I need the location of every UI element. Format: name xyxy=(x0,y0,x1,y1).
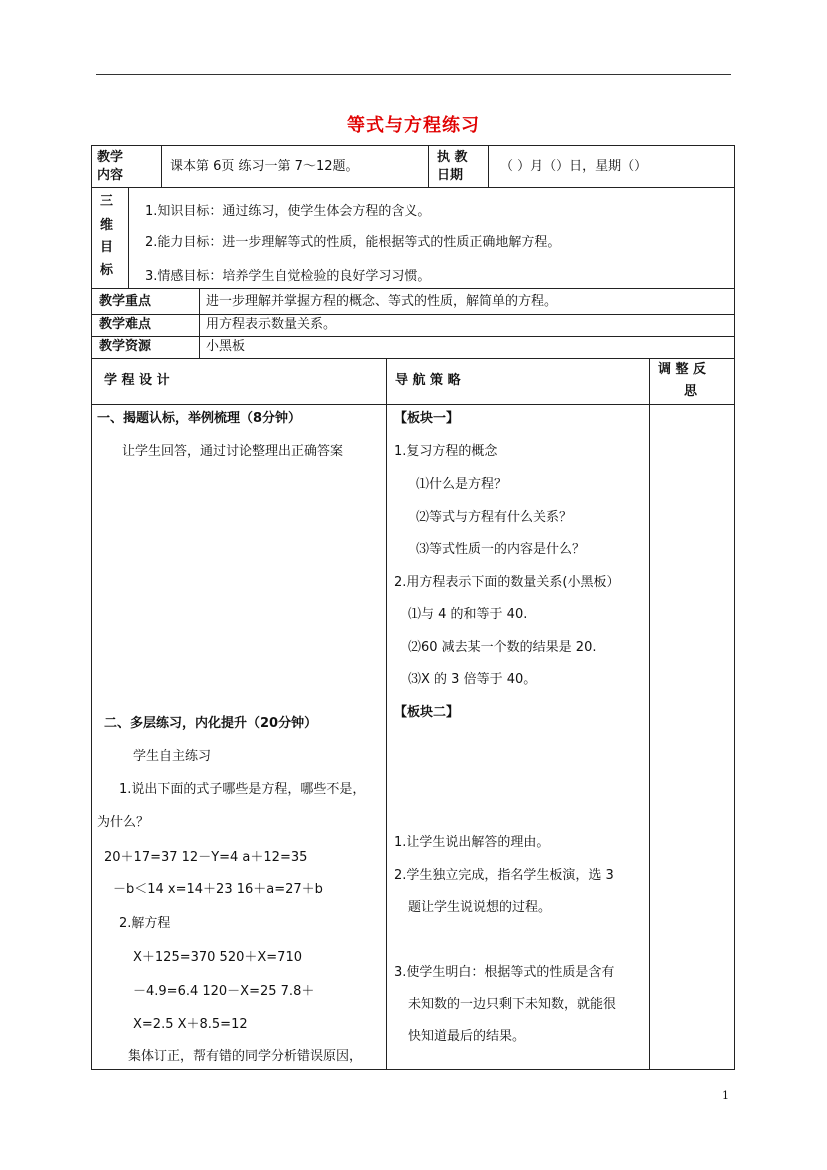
date-label-2: 日期 xyxy=(437,168,464,183)
goals-label-char: 三 xyxy=(100,194,114,209)
strategy-line: ⑶等式性质一的内容是什么？ xyxy=(416,542,586,557)
design-line: 学生自主练习 xyxy=(133,749,212,764)
equation-line: －b＜14 x=14＋23 16＋a=27＋b xyxy=(113,882,323,897)
strategy-line: 未知数的一边只剩下未知数，就能很 xyxy=(408,997,617,1012)
section-heading: 一、揭题认标，举例梳理（8分钟） xyxy=(97,411,302,426)
block-heading: 【板块二】 xyxy=(394,705,460,720)
goals-label-char: 目 xyxy=(100,240,114,255)
date-value: （ ）月（）日，星期（） xyxy=(500,159,648,174)
section-heading: 二、多层练习，内化提升（20分钟） xyxy=(104,716,318,731)
strategy-line: 2.学生独立完成，指名学生板演，选 3 xyxy=(394,868,614,883)
content-value: 课本第 6页 练习一第 7～12题。 xyxy=(170,159,359,174)
header-rule xyxy=(96,74,731,75)
equation-line: X＋125=370 520＋X=710 xyxy=(133,950,302,965)
equation-line: X=2.5 X＋8.5=12 xyxy=(133,1017,248,1032)
block-heading: 【板块一】 xyxy=(394,411,460,426)
design-line: 让学生回答，通过讨论整理出正确答案 xyxy=(122,444,344,459)
strategy-line: 2.用方程表示下面的数量关系(小黑板） xyxy=(394,575,620,590)
goals-label-char: 标 xyxy=(100,263,114,278)
goal-item: 3.情感目标：培养学生自觉检验的良好学习习惯。 xyxy=(145,269,431,284)
page-title: 等式与方程练习 xyxy=(347,115,480,136)
page-number: 1 xyxy=(722,1089,729,1102)
content-label-2: 内容 xyxy=(97,168,124,183)
goal-item: 2.能力目标：进一步理解等式的性质，能根据等式的性质正确地解方程。 xyxy=(145,235,561,250)
strategy-line: ⑴什么是方程？ xyxy=(416,477,508,492)
difficulty-label: 教学难点 xyxy=(99,317,152,332)
strategy-line: ⑴与 4 的和等于 40. xyxy=(408,607,528,622)
design-line: 2.解方程 xyxy=(119,916,171,931)
key-points-value: 进一步理解并掌握方程的概念、等式的性质，解简单的方程。 xyxy=(206,294,558,309)
strategy-line: 3.使学生明白：根据等式的性质是含有 xyxy=(394,965,615,980)
design-line: 为什么？ xyxy=(97,815,150,830)
equation-line: －4.9=6.4 120－X=25 7.8＋ xyxy=(133,984,315,999)
design-line: 集体订正，帮有错的同学分析错误原因， xyxy=(128,1049,363,1064)
resources-value: 小黑板 xyxy=(206,339,246,354)
strategy-line: ⑵60 减去某一个数的结果是 20. xyxy=(408,640,597,655)
goal-item: 1.知识目标：通过练习，使学生体会方程的含义。 xyxy=(145,204,431,219)
strategy-line: 1.复习方程的概念 xyxy=(394,444,498,459)
design-column-heading: 学 程 设 计 xyxy=(104,373,170,388)
key-points-label: 教学重点 xyxy=(99,294,152,309)
strategy-line: 快知道最后的结果。 xyxy=(408,1029,526,1044)
strategy-line: 题让学生说说想的过程。 xyxy=(408,900,552,915)
strategy-line: 1.让学生说出解答的理由。 xyxy=(394,835,550,850)
strategy-line: ⑵等式与方程有什么关系？ xyxy=(416,510,573,525)
difficulty-value: 用方程表示数量关系。 xyxy=(206,317,337,332)
strategy-column-heading: 导 航 策 略 xyxy=(395,373,461,388)
strategy-line: ⑶X 的 3 倍等于 40。 xyxy=(408,672,537,687)
goals-label-char: 维 xyxy=(100,218,114,233)
design-line: 1.说出下面的式子哪些是方程，哪些不是， xyxy=(119,782,366,797)
resources-label: 教学资源 xyxy=(99,339,152,354)
content-label: 教学 xyxy=(97,150,124,165)
reflect-column-heading: 调 整 反 xyxy=(658,362,707,377)
reflect-column-heading-2: 思 xyxy=(684,384,698,399)
equation-line: 20＋17=37 12－Y=4 a＋12=35 xyxy=(104,850,308,865)
date-label: 执 教 xyxy=(437,150,468,165)
